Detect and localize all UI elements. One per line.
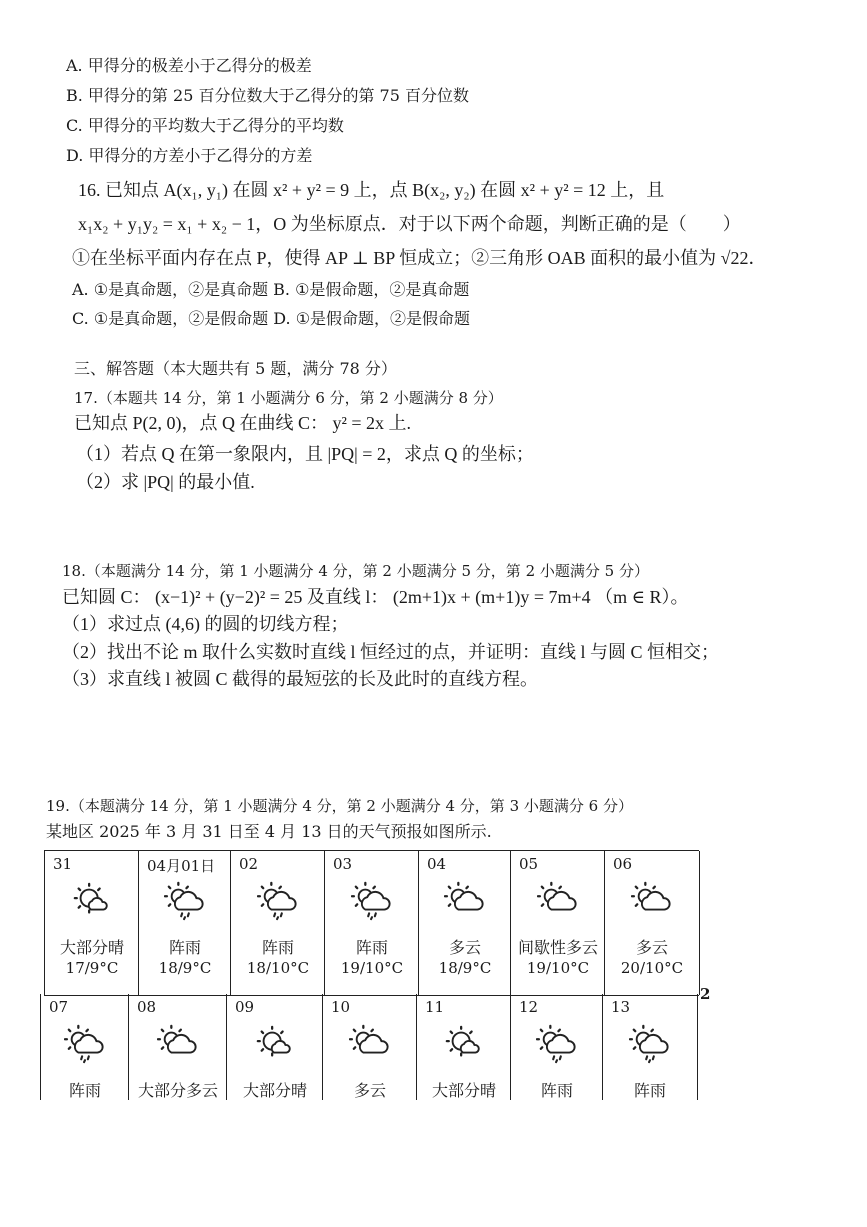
cloudy-icon (157, 1024, 199, 1064)
weather-date: 31 (53, 855, 73, 873)
weather-date: 03 (333, 855, 353, 873)
weather-condition: 阵雨 (540, 1081, 573, 1100)
partly-sunny-icon (71, 881, 113, 921)
q18-part1: （1）求过点 (4,6) 的圆的切线方程； (62, 614, 349, 634)
weather-date: 12 (519, 998, 539, 1016)
weather-day-cell (602, 994, 698, 1100)
cloudy-icon (631, 881, 673, 921)
weather-date: 02 (239, 855, 259, 873)
weather-temperature: 20/10°C (620, 959, 684, 977)
q18-given: 已知圆 C： (x−1)² + (y−2)² = 25 及直线 l： (2m+1)x + (m+1)y = 7m+4 （m ∈ R）。 (62, 587, 689, 607)
weather-day-cell (416, 994, 511, 1100)
weather-temperature: 17/9°C (65, 959, 119, 977)
weather-date: 07 (49, 998, 69, 1016)
weather-date: 10 (331, 998, 351, 1016)
q15-option-a: A. 甲得分的极差小于乙得分的极差 (66, 56, 312, 75)
weather-row-2 (44, 994, 699, 1100)
q17-header: 17.（本题共 14 分，第 1 小题满分 6 分，第 2 小题满分 8 分） (74, 389, 503, 407)
weather-condition: 阵雨 (261, 938, 294, 957)
weather-date: 04 (427, 855, 447, 873)
q15-option-c: C. 甲得分的平均数大于乙得分的平均数 (66, 116, 344, 135)
weather-temperature: 19/10°C (526, 959, 590, 977)
weather-day-cell (128, 994, 227, 1100)
weather-condition: 阵雨 (168, 938, 201, 957)
q18-part3: （3）求直线 l 被圆 C 截得的最短弦的长及此时的直线方程。 (62, 669, 539, 689)
cloudy-icon (444, 881, 486, 921)
weather-date: 08 (137, 998, 157, 1016)
weather-temperature: 18/10°C (246, 959, 310, 977)
shower-icon (164, 881, 206, 921)
shower-icon (629, 1024, 671, 1064)
q16-options-ab: A. ①是真命题，②是真命题 B. ①是假命题，②是真命题 (72, 280, 470, 299)
weather-condition: 大部分晴 (431, 1081, 496, 1100)
weather-condition: 大部分晴 (242, 1081, 307, 1100)
weather-condition: 多云 (635, 938, 668, 957)
weather-date: 09 (235, 998, 255, 1016)
weather-condition: 多云 (448, 938, 481, 957)
weather-condition: 间歇性多云 (517, 938, 598, 957)
cloudy-icon (349, 1024, 391, 1064)
weather-day-cell (226, 994, 323, 1100)
shower-icon (536, 1024, 578, 1064)
q16-stem-line1: 16. 已知点 A(x₁, y₁) 在圆 x² + y² = 9 上，点 B(x₂, y₂) 在圆 x² + y² = 12 上，且 (78, 180, 665, 200)
q15-option-d: D. 甲得分的方差小于乙得分的方差 (66, 146, 313, 165)
weather-day-cell (604, 851, 700, 995)
partly-sunny-icon (443, 1024, 485, 1064)
weather-condition: 多云 (353, 1081, 386, 1100)
q17-given: 已知点 P(2, 0)，点 Q 在曲线 C： y² = 2x 上. (74, 413, 412, 433)
weather-day-cell (230, 851, 325, 995)
q15-option-b: B. 甲得分的第 25 百分位数大于乙得分的第 75 百分位数 (66, 86, 469, 105)
q18-header: 18.（本题满分 14 分，第 1 小题满分 4 分，第 2 小题满分 5 分，第 2 小题满分 5 分） (62, 562, 649, 580)
shower-icon (351, 881, 393, 921)
weather-date: 04月01日 (147, 857, 216, 875)
weather-day-cell (510, 851, 605, 995)
q16-stem-line2: x₁x₂ + y₁y₂ = x₁ + x₂ − 1，O 为坐标原点．对于以下两个命题，判断正确的是（ ） (78, 214, 741, 234)
q18-part2: （2）找出不论 m 取什么实数时直线 l 恒经过的点，并证明：直线 l 与圆 C 恒相交； (62, 642, 720, 662)
weather-date: 11 (425, 998, 445, 1016)
weather-day-cell (418, 851, 511, 995)
weather-condition: 阵雨 (355, 938, 388, 957)
weather-day-cell (510, 994, 603, 1100)
page-number: 2 (700, 985, 711, 1003)
q16-stem-line3: ①在坐标平面内存在点 P，使得 AP ⊥ BP 恒成立；②三角形 OAB 面积的最小值为 √22． (72, 248, 767, 268)
cloudy-icon (537, 881, 579, 921)
weather-date: 06 (613, 855, 633, 873)
weather-temperature: 19/10°C (340, 959, 404, 977)
weather-day-cell (138, 851, 231, 995)
weather-condition: 大部分晴 (59, 938, 124, 957)
weather-condition: 大部分多云 (137, 1081, 218, 1100)
shower-icon (257, 881, 299, 921)
weather-date: 13 (611, 998, 631, 1016)
partly-sunny-icon (254, 1024, 296, 1064)
weather-temperature: 18/9°C (158, 959, 212, 977)
weather-row-1 (44, 850, 699, 996)
weather-day-cell (322, 994, 417, 1100)
weather-date: 05 (519, 855, 539, 873)
shower-icon (64, 1024, 106, 1064)
q17-part2: （2）求 |PQ| 的最小值. (76, 472, 255, 492)
weather-condition: 阵雨 (633, 1081, 666, 1100)
q19-intro: 某地区 2025 年 3 月 31 日至 4 月 13 日的天气预报如图所示. (46, 822, 492, 841)
q16-options-cd: C. ①是真命题，②是假命题 D. ①是假命题，②是假命题 (72, 309, 471, 328)
weather-temperature: 18/9°C (438, 959, 492, 977)
section-title: 三、解答题（本大题共有 5 题，满分 78 分） (74, 359, 397, 378)
weather-day-cell (40, 994, 129, 1100)
weather-day-cell (324, 851, 419, 995)
weather-condition: 阵雨 (68, 1081, 101, 1100)
weather-day-cell (44, 851, 139, 995)
q17-part1: （1）若点 Q 在第一象限内，且 |PQ| = 2，求点 Q 的坐标； (76, 444, 534, 464)
q19-header: 19.（本题满分 14 分，第 1 小题满分 4 分，第 2 小题满分 4 分，第 3 小题满分 6 分） (46, 797, 633, 815)
